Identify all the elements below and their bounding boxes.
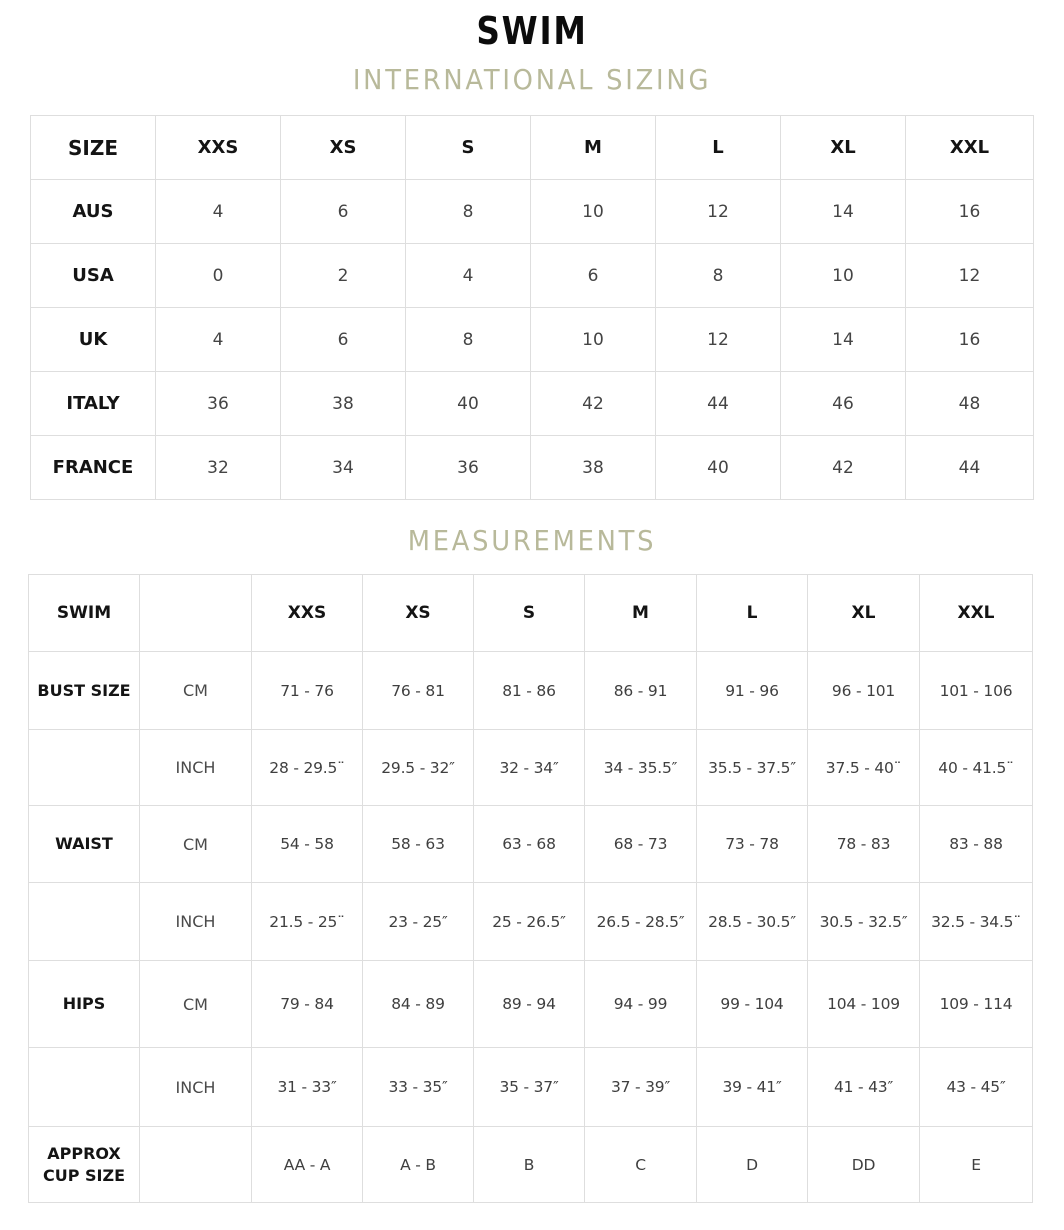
- table-cell: 10: [531, 308, 656, 372]
- table-cell: A - B: [363, 1127, 474, 1203]
- table-row: [29, 883, 1033, 961]
- column-header-xl: XL: [781, 116, 906, 180]
- table-cell: 4: [406, 244, 531, 308]
- table-cell: 38: [281, 372, 406, 436]
- table-cell: 6: [281, 180, 406, 244]
- column-header-xs: XS: [363, 575, 474, 652]
- table-cell: 101 - 106: [920, 652, 1033, 730]
- table-cell: 40: [406, 372, 531, 436]
- column-header-l: L: [656, 116, 781, 180]
- table-cell: 76 - 81: [363, 652, 474, 730]
- table-cell: 84 - 89: [363, 961, 474, 1048]
- column-header-m: M: [585, 575, 697, 652]
- table-cell: D: [697, 1127, 808, 1203]
- column-header-xxs: XXS: [252, 575, 363, 652]
- table-cell: 31 - 33″: [252, 1048, 363, 1127]
- table-cell: 34: [281, 436, 406, 500]
- unit-label: INCH: [140, 1048, 252, 1127]
- table-cell: 36: [406, 436, 531, 500]
- table-cell: 58 - 63: [363, 806, 474, 883]
- column-header-xl: XL: [808, 575, 920, 652]
- table-cell: 10: [531, 180, 656, 244]
- row-label: BUST SIZE: [29, 652, 140, 730]
- table-cell: 16: [906, 180, 1034, 244]
- column-header-swim: SWIM: [29, 575, 140, 652]
- table-cell: 109 - 114: [920, 961, 1033, 1048]
- table-cell: 81 - 86: [474, 652, 585, 730]
- table-row: [29, 1048, 1033, 1127]
- row-label: AUS: [31, 180, 156, 244]
- table-cell: 63 - 68: [474, 806, 585, 883]
- row-label: [29, 1048, 140, 1127]
- table-cell: B: [474, 1127, 585, 1203]
- table-cell: 42: [781, 436, 906, 500]
- row-label: USA: [31, 244, 156, 308]
- row-label: HIPS: [29, 961, 140, 1048]
- table-cell: 8: [406, 308, 531, 372]
- table-cell: 86 - 91: [585, 652, 697, 730]
- table-cell: 23 - 25″: [363, 883, 474, 961]
- table-cell: 83 - 88: [920, 806, 1033, 883]
- table-cell: 44: [656, 372, 781, 436]
- table-cell: 46: [781, 372, 906, 436]
- column-header-size: SIZE: [31, 116, 156, 180]
- column-header-l: L: [697, 575, 808, 652]
- column-header-s: S: [474, 575, 585, 652]
- table-cell: 78 - 83: [808, 806, 920, 883]
- column-header-s: S: [406, 116, 531, 180]
- column-header-unit: [140, 575, 252, 652]
- measurements-table: [28, 574, 1033, 1203]
- table-cell: 44: [906, 436, 1034, 500]
- table-cell: 33 - 35″: [363, 1048, 474, 1127]
- table-cell: 14: [781, 180, 906, 244]
- column-header-xxl: XXL: [906, 116, 1034, 180]
- measurements-heading: MEASUREMENTS: [407, 524, 657, 557]
- table-cell: 32.5 - 34.5¨: [920, 883, 1033, 961]
- row-label: FRANCE: [31, 436, 156, 500]
- table-cell: 30.5 - 32.5″: [808, 883, 920, 961]
- table-cell: 35 - 37″: [474, 1048, 585, 1127]
- table-cell: 10: [781, 244, 906, 308]
- table-cell: 34 - 35.5″: [585, 730, 697, 806]
- table-cell: C: [585, 1127, 697, 1203]
- table-cell: AA - A: [252, 1127, 363, 1203]
- table-cell: 6: [531, 244, 656, 308]
- table-cell: 89 - 94: [474, 961, 585, 1048]
- table-header-row: [29, 575, 1033, 652]
- table-row: [31, 436, 1034, 500]
- table-cell: 40: [656, 436, 781, 500]
- table-cell: 37.5 - 40¨: [808, 730, 920, 806]
- table-cell: 26.5 - 28.5″: [585, 883, 697, 961]
- table-cell: 68 - 73: [585, 806, 697, 883]
- unit-label: INCH: [140, 730, 252, 806]
- table-cell: 29.5 - 32″: [363, 730, 474, 806]
- table-cell: 12: [906, 244, 1034, 308]
- table-cell: 43 - 45″: [920, 1048, 1033, 1127]
- table-cell: 104 - 109: [808, 961, 920, 1048]
- unit-label: INCH: [140, 883, 252, 961]
- table-cell: 91 - 96: [697, 652, 808, 730]
- table-cell: 73 - 78: [697, 806, 808, 883]
- row-label: [29, 730, 140, 806]
- row-label: [29, 883, 140, 961]
- table-row: [29, 961, 1033, 1048]
- table-row: [31, 372, 1034, 436]
- table-cell: 6: [281, 308, 406, 372]
- column-header-xs: XS: [281, 116, 406, 180]
- column-header-xxs: XXS: [156, 116, 281, 180]
- table-cell: 12: [656, 308, 781, 372]
- table-cell: E: [920, 1127, 1033, 1203]
- table-cell: 16: [906, 308, 1034, 372]
- table-cell: 94 - 99: [585, 961, 697, 1048]
- international-sizing-heading: INTERNATIONAL SIZING: [352, 63, 712, 96]
- table-row: [31, 180, 1034, 244]
- table-cell: 4: [156, 180, 281, 244]
- table-cell: 35.5 - 37.5″: [697, 730, 808, 806]
- unit-label: CM: [140, 806, 252, 883]
- table-cell: 14: [781, 308, 906, 372]
- table-cell: 71 - 76: [252, 652, 363, 730]
- table-cell: 40 - 41.5¨: [920, 730, 1033, 806]
- table-cell: 12: [656, 180, 781, 244]
- table-cell: 37 - 39″: [585, 1048, 697, 1127]
- unit-label: [140, 1127, 252, 1203]
- table-cell: 28.5 - 30.5″: [697, 883, 808, 961]
- table-cell: DD: [808, 1127, 920, 1203]
- table-row: [31, 308, 1034, 372]
- table-cell: 21.5 - 25¨: [252, 883, 363, 961]
- table-cell: 42: [531, 372, 656, 436]
- row-label: UK: [31, 308, 156, 372]
- row-label: APPROX CUP SIZE: [29, 1127, 140, 1203]
- table-cell: 36: [156, 372, 281, 436]
- column-header-xxl: XXL: [920, 575, 1033, 652]
- table-cell: 8: [656, 244, 781, 308]
- table-cell: 38: [531, 436, 656, 500]
- table-row: [31, 244, 1034, 308]
- table-row: [29, 730, 1033, 806]
- table-cell: 79 - 84: [252, 961, 363, 1048]
- table-cell: 54 - 58: [252, 806, 363, 883]
- table-cell: 32 - 34″: [474, 730, 585, 806]
- table-cell: 0: [156, 244, 281, 308]
- unit-label: CM: [140, 961, 252, 1048]
- row-label: WAIST: [29, 806, 140, 883]
- column-header-m: M: [531, 116, 656, 180]
- international-sizing-table: [30, 115, 1034, 500]
- table-header-row: [31, 116, 1034, 180]
- table-cell: 99 - 104: [697, 961, 808, 1048]
- table-cell: 48: [906, 372, 1034, 436]
- table-cell: 32: [156, 436, 281, 500]
- table-cell: 4: [156, 308, 281, 372]
- table-row: [29, 806, 1033, 883]
- table-row: [29, 1127, 1033, 1203]
- table-cell: 39 - 41″: [697, 1048, 808, 1127]
- page-title: SWIM: [476, 9, 588, 53]
- table-row: [29, 652, 1033, 730]
- table-cell: 25 - 26.5″: [474, 883, 585, 961]
- table-cell: 8: [406, 180, 531, 244]
- unit-label: CM: [140, 652, 252, 730]
- row-label: ITALY: [31, 372, 156, 436]
- table-cell: 2: [281, 244, 406, 308]
- table-cell: 41 - 43″: [808, 1048, 920, 1127]
- table-cell: 28 - 29.5¨: [252, 730, 363, 806]
- table-cell: 96 - 101: [808, 652, 920, 730]
